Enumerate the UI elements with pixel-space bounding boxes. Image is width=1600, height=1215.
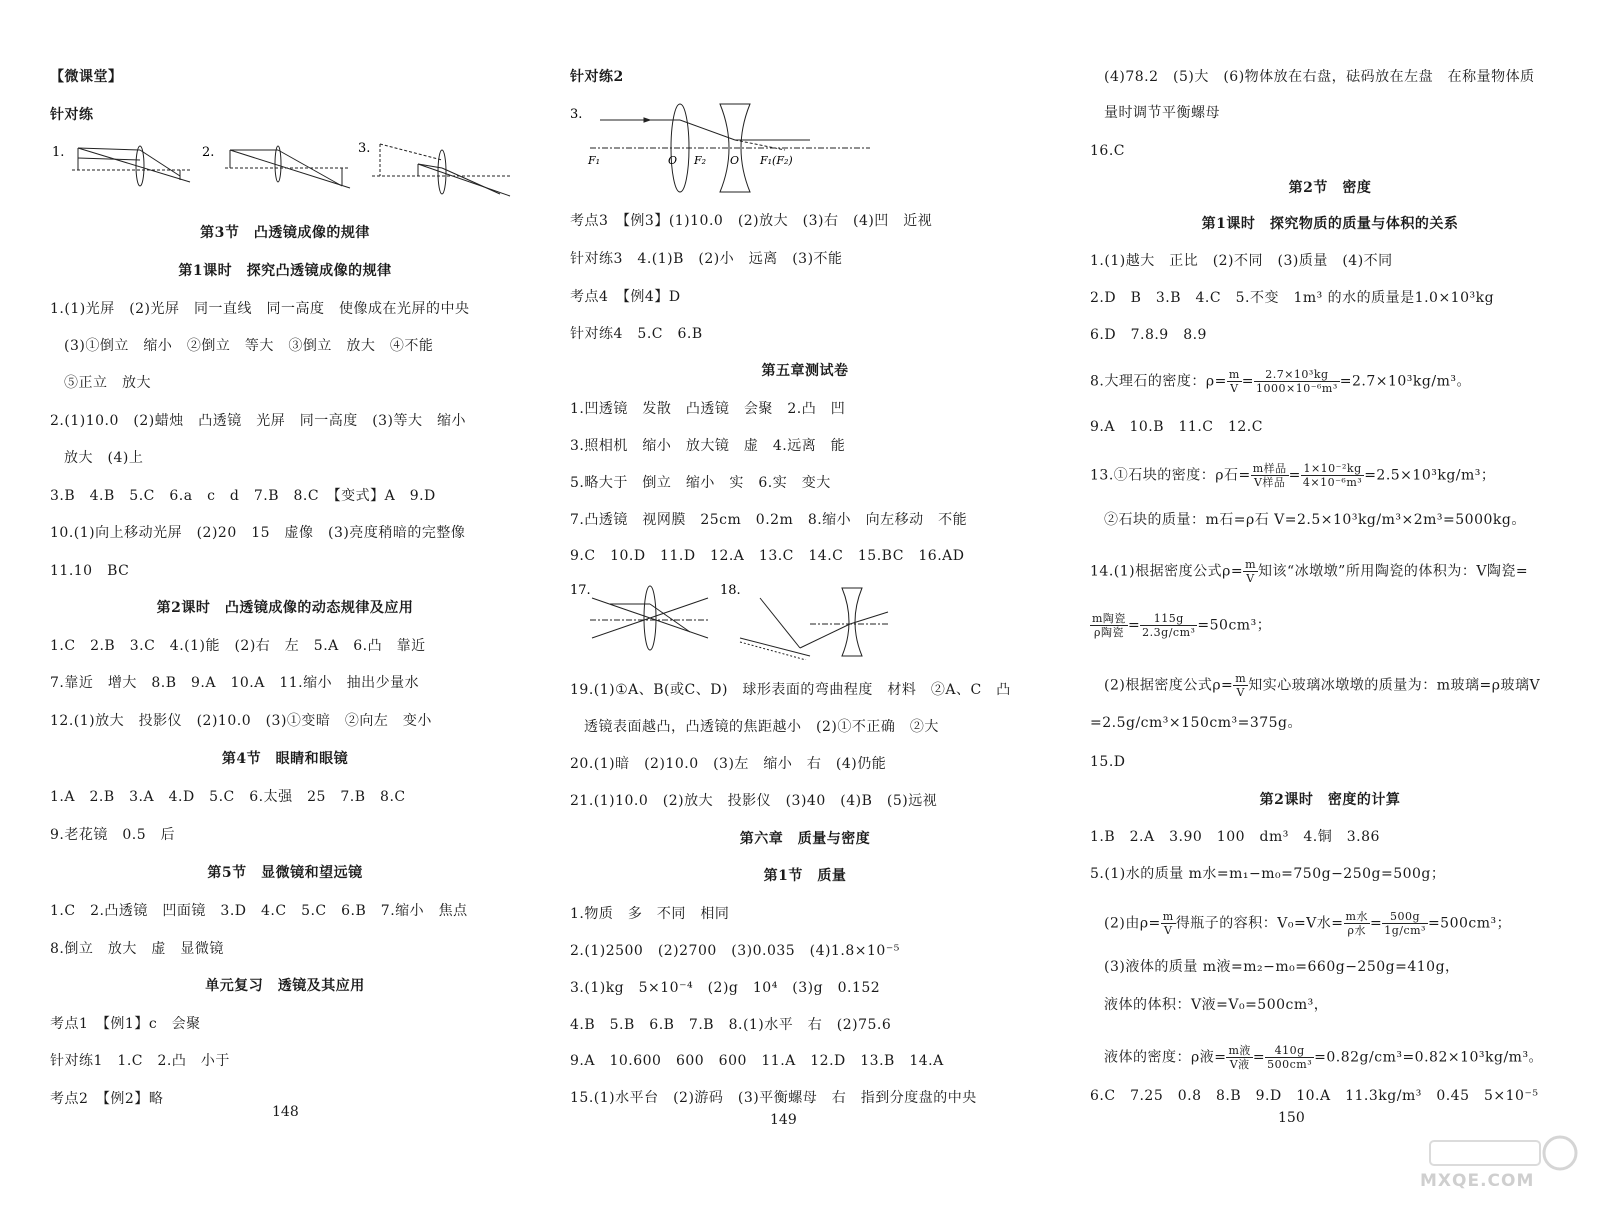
lesson-title: 第1课时 探究凸透镜成像的规律 [178, 263, 392, 279]
answer-line: 5.略大于 倒立 缩小 实 6.实 变大 [570, 475, 831, 491]
answer-line: 1.(1)越大 正比 (2)不同 (3)质量 (4)不同 [1090, 253, 1393, 269]
section-title: 单元复习 透镜及其应用 [205, 978, 365, 994]
section-title: 第五章测试卷 [761, 363, 849, 379]
formula-text: =0.82g/cm³=0.82×10³kg/m³。 [1314, 1049, 1544, 1066]
answer-line: 透镜表面越凸，凸透镜的焦距越小 (2)①不正确 ②大 [584, 719, 939, 735]
focal-label: F₁ [588, 154, 601, 167]
answer-line: 1.C 2.B 3.C 4.(1)能 (2)右 左 5.A 6.凸 靠近 [50, 638, 426, 654]
section-title: 第4节 眼睛和眼镜 [221, 751, 349, 767]
fig-number: 3. [570, 107, 583, 122]
section-title: 第1节 质量 [763, 868, 847, 884]
answer-line: 9.A 10.B 11.C 12.C [1090, 419, 1263, 435]
section-title: 第5节 显微镜和望远镜 [207, 865, 363, 881]
answer-line: 1.物质 多 不同 相同 [570, 906, 730, 922]
answer-line: 1.C 2.凸透镜 凹面镜 3.D 4.C 5.C 6.B 7.缩小 焦点 [50, 903, 468, 919]
fig-number: 17. [570, 583, 591, 598]
page-number: 149 [770, 1112, 797, 1128]
formula-line: 8.大理石的密度：ρ= $\frac{m}{V}$ = $\frac{\text{2.7×10³kg}}{\text{1000×10⁻⁶m³}}$ =2.7×10³kg/m³。 [1090, 368, 1471, 395]
answer-line: 5.(1)水的质量 m水=m₁−m₀=750g−250g=500g； [1090, 866, 1446, 882]
subsection-header: 针对练 [50, 107, 94, 123]
formula-text: 14.(1)根据密度公式ρ= [1090, 563, 1244, 580]
answer-line: 3.照相机 缩小 放大镜 虚 4.远离 能 [570, 438, 846, 454]
answer-line: 2.D B 3.B 4.C 5.不变 1m³ 的水的质量是1.0×10³kg [1090, 290, 1495, 306]
column-page-149 [570, 0, 1040, 1215]
formula-text: =2.7×10³kg/m³。 [1339, 373, 1471, 390]
fig-label-3: 3. [358, 141, 371, 156]
lesson-title: 第2课时 凸透镜成像的动态规律及应用 [156, 600, 414, 616]
answer-line: 21.(1)10.0 (2)放大 投影仪 (3)40 (4)B (5)远视 [570, 793, 938, 809]
fraction: $\frac{m}{V}$ [1162, 910, 1174, 937]
formula-text: 得瓶子的容积：V₀=V水= [1175, 915, 1344, 932]
formula-text: 液体的密度：ρ液= [1104, 1049, 1227, 1066]
formula-text: =50cm³； [1197, 617, 1272, 634]
column-page-150 [1090, 0, 1570, 1215]
column-page-148 [50, 0, 520, 1215]
section-title: 第3节 凸透镜成像的规律 [200, 225, 370, 241]
formula-text: (2)由ρ= [1104, 915, 1161, 932]
formula-text: =2.5×10³kg/m³； [1364, 467, 1496, 484]
watermark-text: MXQE.COM [1420, 1171, 1535, 1191]
fraction: $\frac{\text{m样品}}{\text{V样品}}$ [1252, 462, 1287, 489]
formula-line [1090, 558, 1570, 585]
watermark-logo [1410, 1135, 1580, 1197]
answer-line: 4.B 5.B 6.B 7.B 8.(1)水平 右 (2)75.6 [570, 1017, 892, 1033]
fraction: $\frac{500g}{\text{1g/cm³}}$ [1384, 910, 1426, 937]
fraction: $\frac{m}{V}$ [1245, 558, 1256, 585]
section-title: 第2节 密度 [1288, 180, 1372, 196]
answer-line: 12.(1)放大 投影仪 (2)10.0 (3)①变暗 ②向左 变小 [50, 713, 432, 729]
optical-center-label: O [730, 154, 740, 167]
formula-line [1090, 672, 1570, 699]
answer-line: ⑤正立 放大 [64, 375, 151, 391]
formula-text: 知实心玻璃冰墩墩的质量为：m玻璃=ρ玻璃V [1248, 677, 1541, 694]
fraction: $\frac{\text{1×10⁻²kg}}{\text{4×10⁻⁶m³}}$ [1302, 462, 1363, 489]
answer-line: 1.(1)光屏 (2)光屏 同一直线 同一高度 使像成在光屏的中央 [50, 301, 470, 317]
focal-label: F₂ [694, 154, 707, 167]
answer-line: 9.老花镜 0.5 后 [50, 827, 176, 843]
answer-line: (3)①倒立 缩小 ②倒立 等大 ③倒立 放大 ④不能 [64, 338, 434, 354]
answer-line: 11.10 BC [50, 563, 130, 579]
answer-line: 1.A 2.B 3.A 4.D 5.C 6.太强 25 7.B 8.C [50, 789, 406, 805]
fraction: $\frac{m}{V}$ [1228, 368, 1240, 395]
answer-line: 9.A 10.600 600 600 11.A 12.D 13.B 14.A [570, 1053, 944, 1069]
answer-line: 2.(1)2500 (2)2700 (3)0.035 (4)1.8×10⁻⁵ [570, 943, 900, 959]
answer-line: 6.C 7.25 0.8 8.B 9.D 10.A 11.3kg/m³ 0.45 5×10⁻⁵ [1090, 1088, 1539, 1104]
answer-line: 针对练4 5.C 6.B [570, 326, 703, 342]
answer-line: 20.(1)暗 (2)10.0 (3)左 缩小 右 (4)仍能 [570, 756, 887, 772]
optical-center-label: O [668, 154, 678, 167]
chapter-title: 第六章 质量与密度 [739, 831, 871, 847]
answer-line: 10.(1)向上移动光屏 (2)20 15 虚像 (3)亮度稍暗的完整像 [50, 525, 466, 541]
answer-line: 3.B 4.B 5.C 6.a c d 7.B 8.C 【变式】A 9.D [50, 488, 436, 504]
lesson-title: 第2课时 密度的计算 [1259, 792, 1401, 808]
answer-line: 针对练3 4.(1)B (2)小 远离 (3)不能 [570, 251, 843, 267]
answer-line: 考点1 【例1】c 会聚 [50, 1016, 201, 1032]
fig-number: 18. [720, 583, 741, 598]
focal-label: F₁(F₂) [760, 154, 793, 167]
answer-line: 考点3 【例3】(1)10.0 (2)放大 (3)右 (4)凹 近视 [570, 213, 933, 229]
formula-text: =500cm³； [1427, 915, 1512, 932]
fraction: $\frac{\text{2.7×10³kg}}{\text{1000×10⁻⁶m³}}$ [1256, 368, 1338, 395]
lesson-title: 第1课时 探究物质的质量与体积的关系 [1201, 216, 1459, 232]
formula-line: 液体的密度：ρ液= $\frac{\text{m液}}{\text{V液}}$ = $\frac{410g}{\text{500cm³}}$ =0.82g/cm³=0.82×10³kg/m³。 [1104, 1044, 1544, 1071]
answer-line: 量时调节平衡螺母 [1104, 105, 1220, 121]
lens-ray-diagrams [50, 138, 520, 208]
formula-line: (2)由ρ= $\frac{m}{V}$ 得瓶子的容积：V₀=V水= $\frac{\text{m水}}{\text{ρ水}}$ = $\frac{500g}{\text{1g/cm³}}$ =500cm³； [1104, 910, 1512, 937]
answer-line: 考点2 【例2】略 [50, 1091, 164, 1107]
answer-line: 1.B 2.A 3.90 100 dm³ 4.铜 3.86 [1090, 829, 1380, 845]
fraction: $\frac{115g}{\text{2.3g/cm³}}$ [1142, 612, 1196, 639]
answer-line: 6.D 7.8.9 8.9 [1090, 327, 1207, 343]
lens-combo-diagram [570, 96, 870, 196]
answer-line: 1.凹透镜 发散 凸透镜 会聚 2.凸 凹 [570, 401, 846, 417]
fraction: $\frac{410g}{\text{500cm³}}$ [1267, 1044, 1313, 1071]
answer-line: 16.C [1090, 143, 1125, 159]
formula-line: 13.①石块的密度：ρ石= $\frac{\text{m样品}}{\text{V样品}}$ = $\frac{\text{1×10⁻²kg}}{\text{4×10⁻⁶m³}}$ =2.5×10³kg/m³； [1090, 462, 1496, 489]
answer-line: 15.D [1090, 754, 1126, 770]
formula-text: 8.大理石的密度：ρ= [1090, 373, 1227, 390]
answer-line: 8.倒立 放大 虚 显微镜 [50, 941, 224, 957]
answer-line: 15.(1)水平台 (2)游码 (3)平衡螺母 右 指到分度盘的中央 [570, 1090, 977, 1106]
fraction: $\frac{\text{m液}}{\text{V液}}$ [1228, 1044, 1251, 1071]
answer-line: 考点4 【例4】D [570, 289, 681, 305]
fig-label-2: 2. [202, 145, 215, 160]
page-number: 150 [1278, 1110, 1305, 1126]
answer-line: (3)液体的质量 m液=m₂−m₀=660g−250g=410g， [1104, 959, 1460, 975]
answer-line: 19.(1)①A、B(或C、D) 球形表面的弯曲程度 材料 ②A、C 凸 [570, 682, 1011, 698]
answer-line: 7.靠近 增大 8.B 9.A 10.A 11.缩小 抽出少量水 [50, 675, 420, 691]
fraction: $\frac{\text{m陶瓷}}{\text{ρ陶瓷}}$ [1092, 612, 1126, 639]
fraction: $\frac{m}{V}$ [1235, 672, 1247, 699]
subsection-header: 针对练2 [570, 69, 624, 85]
answer-line: (4)78.2 (5)大 (6)物体放在右盘，砝码放在左盘 在称量物体质 [1104, 69, 1535, 85]
formula-line: $\frac{\text{m陶瓷}}{\text{ρ陶瓷}}$ = $\frac{115g}{\text{2.3g/cm³}}$ =50cm³； [1092, 612, 1272, 639]
page-number: 148 [272, 1104, 299, 1120]
formula-text: 13.①石块的密度：ρ石= [1090, 467, 1251, 484]
answer-line: 2.(1)10.0 (2)蜡烛 凸透镜 光屏 同一高度 (3)等大 缩小 [50, 413, 467, 429]
ray-diagrams-17-18 [570, 578, 910, 660]
answer-line: 9.C 10.D 11.D 12.A 13.C 14.C 15.BC 16.AD [570, 548, 965, 564]
answer-line: =2.5g/cm³×150cm³=375g。 [1090, 715, 1302, 731]
formula-text: 知该“冰墩墩”所用陶瓷的体积为：V陶瓷= [1258, 563, 1529, 580]
answer-line: 液体的体积：V液=V₀=500cm³， [1104, 997, 1329, 1013]
answer-line: ②石块的质量：m石=ρ石 V=2.5×10³kg/m³×2m³=5000kg。 [1104, 512, 1526, 528]
answer-line: 放大 (4)上 [64, 450, 144, 466]
watermark-emblem-icon [1410, 1135, 1580, 1175]
answer-line: 7.凸透镜 视网膜 25cm 0.2m 8.缩小 向左移动 不能 [570, 512, 968, 528]
answer-line: 3.(1)kg 5×10⁻⁴ (2)g 10⁴ (3)g 0.152 [570, 980, 881, 996]
section-header: 【微课堂】 [50, 69, 123, 85]
formula-text: (2)根据密度公式ρ= [1104, 677, 1234, 694]
fig-label-1: 1. [52, 145, 65, 160]
fraction: $\frac{\text{m水}}{\text{ρ水}}$ [1345, 910, 1368, 937]
answer-line: 针对练1 1.C 2.凸 小于 [50, 1053, 230, 1069]
